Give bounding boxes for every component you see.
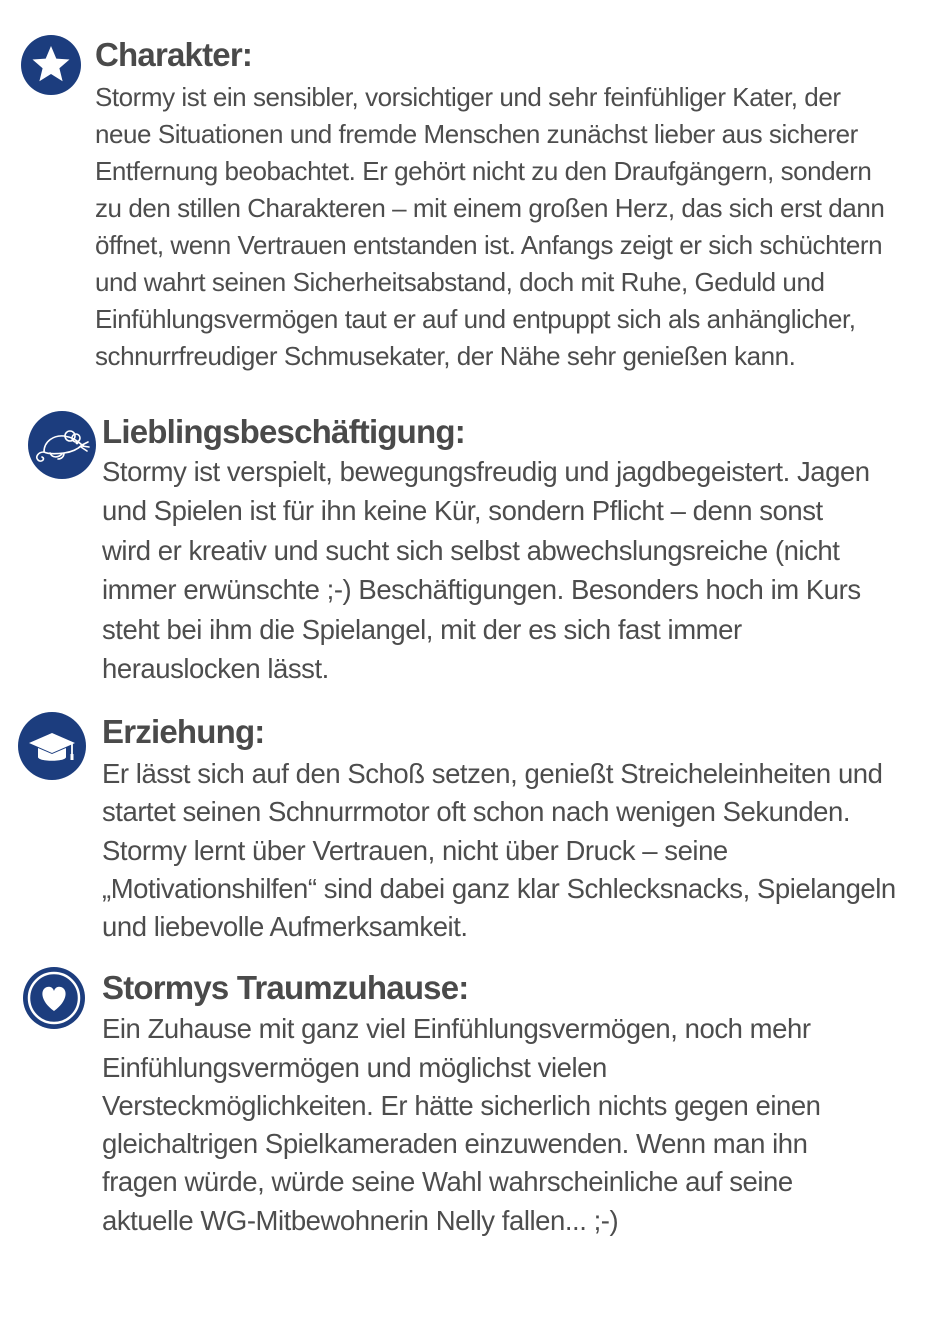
text-line: und liebevolle Aufmerksamkeit. <box>102 911 468 942</box>
text-line: neue Situationen und fremde Menschen zunächst lieber aus sicherer <box>95 119 858 149</box>
text-line: und wahrt seinen Sicherheitsabstand, doch mit Ruhe, Geduld und <box>95 267 825 297</box>
text-line: Entfernung beobachtet. Er gehört nicht zu den Draufgängern, sondern <box>95 156 872 186</box>
mouse-icon <box>28 411 96 479</box>
text-line: Er lässt sich auf den Schoß setzen, genießt Streicheleinheiten und <box>102 758 883 789</box>
text-line: Stormy ist ein sensibler, vorsichtiger und sehr feinfühliger Kater, der <box>95 82 841 112</box>
text-line: fragen würde, würde seine Wahl wahrscheinliche auf seine <box>102 1166 793 1197</box>
text-line: Einfühlungsvermögen taut er auf und entpuppt sich als anhänglicher, <box>95 304 856 334</box>
graduation-cap-icon <box>18 712 86 780</box>
text-line: Stormy ist verspielt, bewegungsfreudig und jagdbegeistert. Jagen <box>102 456 870 487</box>
section-title: Charakter: <box>95 36 253 73</box>
text-line: „Motivationshilfen“ sind dabei ganz klar Schlecksnacks, Spielangeln <box>102 873 896 904</box>
text-line: gleichaltrigen Spielkameraden einzuwenden. Wenn man ihn <box>102 1128 808 1159</box>
text-line: Ein Zuhause mit ganz viel Einfühlungsvermögen, noch mehr <box>102 1013 811 1044</box>
star-icon <box>21 35 81 95</box>
text-line: herauslocken lässt. <box>102 653 329 684</box>
text-line: und Spielen ist für ihn keine Kür, sondern Pflicht – denn sonst <box>102 495 823 526</box>
heart-icon <box>23 967 85 1029</box>
text-line: Einfühlungsvermögen und möglichst vielen <box>102 1052 607 1083</box>
section-title: Lieblingsbeschäftigung: <box>102 413 465 450</box>
text-line: immer erwünschte ;-) Beschäftigungen. Besonders hoch im Kurs <box>102 574 861 605</box>
text-line: schnurrfreudiger Schmusekater, der Nähe sehr genießen kann. <box>95 341 796 371</box>
text-line: zu den stillen Charakteren – mit einem großen Herz, das sich erst dann <box>95 193 885 223</box>
text-line: aktuelle WG-Mitbewohnerin Nelly fallen... ;-) <box>102 1205 619 1236</box>
text-line: steht bei ihm die Spielangel, mit der es sich fast immer <box>102 614 742 645</box>
text-line: wird er kreativ und sucht sich selbst abwechslungsreiche (nicht <box>102 535 840 566</box>
section-title: Erziehung: <box>102 713 265 750</box>
text-line: Versteckmöglichkeiten. Er hätte sicherlich nichts gegen einen <box>102 1090 821 1121</box>
text-line: Stormy lernt über Vertrauen, nicht über Druck – seine <box>102 835 728 866</box>
text-line: öffnet, wenn Vertrauen entstanden ist. Anfangs zeigt er sich schüchtern <box>95 230 883 260</box>
text-line: startet seinen Schnurrmotor oft schon nach wenigen Sekunden. <box>102 796 851 827</box>
section-title: Stormys Traumzuhause: <box>102 969 469 1006</box>
